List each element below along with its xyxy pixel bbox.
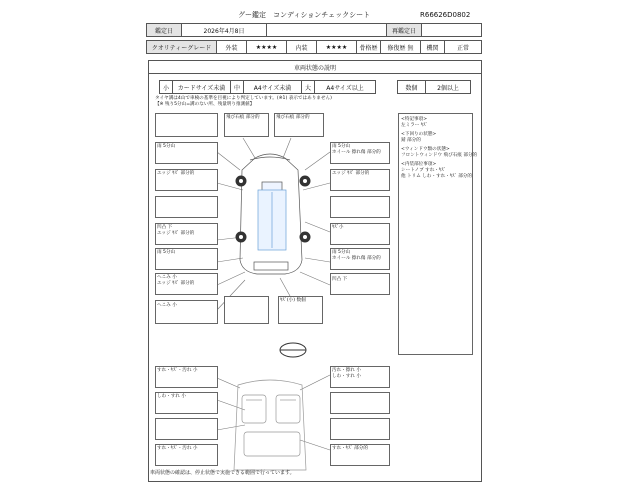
damage-label: 飛び石痕 部分的 bbox=[226, 115, 260, 120]
comment-box bbox=[155, 418, 218, 440]
damage-label: エッジ ｷｽﾞ 部分的 bbox=[157, 231, 195, 236]
remarks-line: <特記事項> bbox=[401, 117, 428, 122]
damage-label: 汚れ・擦れ 小 bbox=[332, 368, 362, 373]
size-large: 大 bbox=[302, 81, 315, 93]
remarks-line: <下回りの状態> bbox=[401, 131, 437, 137]
frame-history-label: 骨格歴 bbox=[357, 41, 381, 53]
damage-label: 雨 5分山 bbox=[332, 144, 351, 149]
damage-label: エッジ ｷｽﾞ 部分的 bbox=[157, 281, 195, 286]
damage-label: 雨 5分山 bbox=[157, 144, 176, 149]
comment-box bbox=[155, 196, 218, 218]
comment-box bbox=[330, 392, 390, 414]
comment-box bbox=[224, 296, 269, 324]
tire-count-label: 数個 bbox=[398, 81, 426, 93]
size-medium-desc: A4サイズ未満 bbox=[244, 81, 302, 93]
damage-label: 凹凸 下 bbox=[157, 225, 173, 230]
damage-label: ホイール 擦れ傷 部分的 bbox=[332, 256, 381, 261]
damage-label: すれ・ｷｽﾞ 部分的 bbox=[332, 446, 368, 451]
remarks-line: 他 トリム しわ・すれ・ｷｽﾞ 部分的 bbox=[401, 173, 472, 179]
tire-note: タイヤ溝は4山で車検の基準を目視により判定しています。(※1) 表示ではありません) bbox=[155, 96, 332, 101]
damage-label: ｷｽﾞ(小) 数個 bbox=[280, 298, 306, 303]
damage-label: へこみ 小 bbox=[157, 303, 177, 308]
damage-label: すれ・ｷｽﾞ・汚れ 小 bbox=[157, 368, 198, 373]
remarks-line: 左ミラー ｷｽﾞ bbox=[401, 122, 428, 128]
engine-label: 機関 bbox=[421, 41, 445, 53]
remarks-line: 錆 部分的 bbox=[401, 137, 421, 143]
interior-label: 内装 bbox=[287, 41, 317, 53]
frame-history-value: 修復歴 無 bbox=[381, 41, 421, 53]
sheet-title: グー鑑定 コンディションチェックシート bbox=[238, 11, 371, 19]
tire-count-value: 2個以上 bbox=[437, 84, 459, 92]
damage-label: しわ・すれ 小 bbox=[332, 374, 362, 379]
remarks-line: <ウィンドウ類の状態> bbox=[401, 146, 450, 152]
damage-label: しわ・すれ 小 bbox=[157, 394, 187, 399]
damage-label: エッジ ｷｽﾞ 部分的 bbox=[332, 171, 370, 176]
damage-label: 凹凸 下 bbox=[332, 277, 348, 282]
size-small-desc: カードサイズ未満 bbox=[173, 81, 231, 93]
inspection-date-value: 2026年4月8日 bbox=[182, 24, 267, 36]
damage-label: 雨 5分山 bbox=[332, 250, 351, 255]
damage-label: へこみ 小 bbox=[157, 275, 177, 280]
size-medium: 中 bbox=[231, 81, 244, 93]
remarks-line: フロントウィンドウ 飛び石痕 部分的 bbox=[401, 152, 478, 158]
exterior-label: 外装 bbox=[217, 41, 247, 53]
quality-grade-label: クオリティーグレード bbox=[147, 41, 217, 53]
comment-box bbox=[155, 113, 218, 137]
interior-stars: ★★★★ bbox=[317, 41, 357, 53]
damage-label: 雨 5分山 bbox=[157, 250, 176, 255]
size-small: 小 bbox=[160, 81, 173, 93]
damage-label: エッジ ｷｽﾞ 部分的 bbox=[157, 171, 195, 176]
remarks-line: シートノブ すれ・ｷｽﾞ bbox=[401, 167, 446, 173]
size-large-desc: A4サイズ以上 bbox=[326, 84, 364, 92]
damage-label: ｷｽﾞ小 bbox=[332, 225, 344, 230]
damage-label: すれ・ｷｽﾞ・汚れ 小 bbox=[157, 446, 198, 451]
damage-label: ホイール 擦れ傷 部分的 bbox=[332, 150, 381, 155]
reinspection-date-label: 再鑑定日 bbox=[387, 24, 422, 36]
section-title: 車両状態の説明 bbox=[293, 64, 336, 72]
document-id: R66626D0802 bbox=[420, 11, 471, 19]
exterior-stars: ★★★★ bbox=[247, 41, 287, 53]
inspection-date-label: 鑑定日 bbox=[147, 24, 182, 36]
engine-value: 正常 bbox=[456, 44, 469, 52]
comment-box bbox=[330, 196, 390, 218]
damage-label: 飛び石痕 部分的 bbox=[276, 115, 310, 120]
footer-note: 車両状態の確認は、停止状態で実施できる範囲で行っています。 bbox=[150, 470, 295, 476]
remarks-line: <内装部位事項> bbox=[401, 161, 437, 167]
comment-box bbox=[330, 418, 390, 440]
tire-note-2: 【※ 残り5分山=溝のない所、残量明り推測値】 bbox=[155, 102, 255, 107]
